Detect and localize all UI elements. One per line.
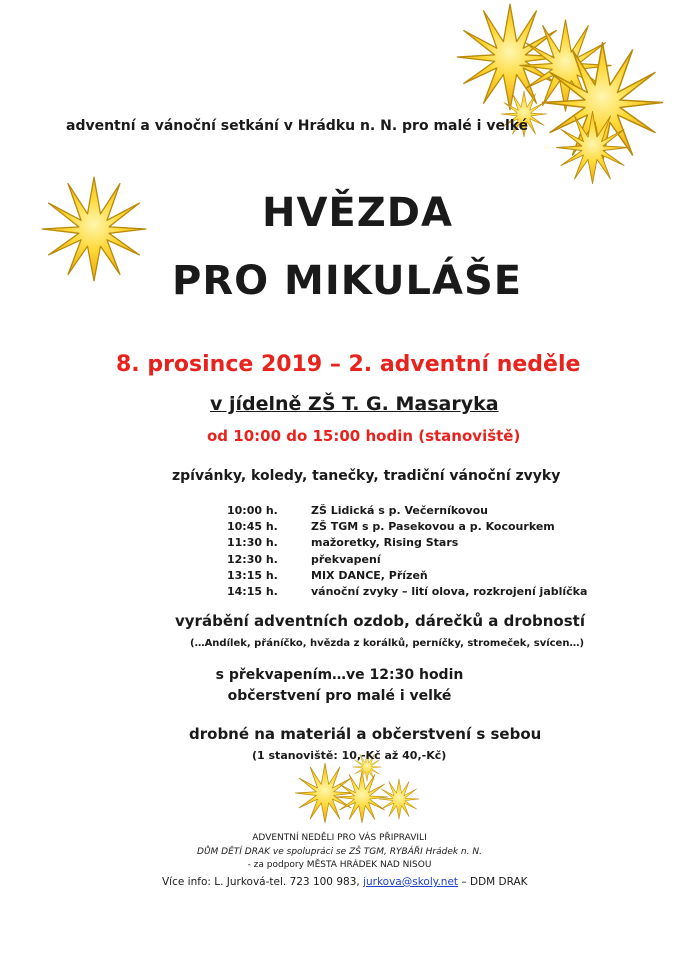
schedule-time: 14:15 h. — [227, 585, 278, 599]
surprise-line-2: občerstvení pro malé i velké — [227, 688, 452, 704]
contact-suffix: – DDM DRAK — [461, 876, 528, 888]
schedule-row — [227, 503, 587, 519]
schedule-row — [227, 519, 587, 535]
title-line-2: PRO MIKULÁŠE — [172, 258, 523, 304]
schedule-time: 11:30 h. — [227, 536, 278, 550]
schedule-time: 12:30 h. — [227, 552, 278, 566]
schedule-event: překvapení — [311, 552, 381, 566]
event-date: 8. prosince 2019 – 2. adventní neděle — [116, 352, 581, 377]
schedule-time: 10:45 h. — [227, 520, 278, 534]
schedule-time: 13:15 h. — [227, 568, 278, 582]
crafts-note: (…Andílek, přáníčko, hvězda z korálků, perníčky, stromeček, svícen…) — [190, 638, 585, 649]
schedule-event: mažoretky, Rising Stars — [311, 536, 459, 550]
material-note: (1 stanoviště: 10,-Kč až 40,-Kč) — [252, 749, 447, 762]
event-subtitle: adventní a vánoční setkání v Hrádku n. N. pro malé i velké — [66, 118, 529, 134]
schedule-row — [227, 584, 587, 600]
contact-prefix: Více info: L. Jurková-tel. 723 100 983, — [162, 876, 360, 888]
schedule-event: ZŠ Lidická s p. Večerníkovou — [311, 504, 489, 517]
credits-block — [0, 832, 679, 873]
schedule-row — [227, 535, 587, 551]
schedule-event: vánoční zvyky – lití olova, rozkrojení jablíčka — [311, 585, 588, 599]
star-icon — [378, 778, 420, 820]
schedule-list — [227, 503, 587, 600]
event-hours: od 10:00 do 15:00 hodin (stanoviště) — [207, 427, 521, 445]
surprise-block — [0, 665, 679, 707]
schedule-row — [227, 568, 587, 584]
schedule-row — [227, 552, 587, 568]
credits-line-3: - za podpory MĚSTA HRÁDEK NAD NISOU — [247, 860, 432, 870]
schedule-time: 10:00 h. — [227, 504, 278, 517]
material-heading: drobné na materiál a občerstvení s sebou — [189, 725, 542, 743]
schedule-event: ZŠ TGM s p. Pasekovou a p. Kocourkem — [311, 520, 555, 534]
contact-email-link[interactable]: jurkova@skoly.net — [363, 876, 459, 888]
credits-line-2: DŮM DĚTÍ DRAK ve spolupráci se ZŠ TGM, RYBÁŘI Hrádek n. N. — [197, 846, 482, 857]
event-venue: v jídelně ZŠ T. G. Masaryka — [210, 393, 499, 415]
star-icon — [40, 175, 148, 283]
title-line-1: HVĚZDA — [262, 190, 453, 236]
program-heading: zpívánky, koledy, tanečky, tradiční vánoční zvyky — [172, 468, 561, 484]
schedule-event: MIX DANCE, Přízeň — [311, 568, 428, 582]
credits-line-1: ADVENTNÍ NEDĚLI PRO VÁS PŘIPRAVILI — [252, 833, 427, 843]
contact-line — [162, 876, 528, 888]
surprise-line-1: s překvapením…ve 12:30 hodin — [215, 667, 464, 683]
star-icon — [555, 110, 630, 185]
crafts-heading: vyrábění adventních ozdob, dárečků a drobností — [175, 612, 585, 630]
